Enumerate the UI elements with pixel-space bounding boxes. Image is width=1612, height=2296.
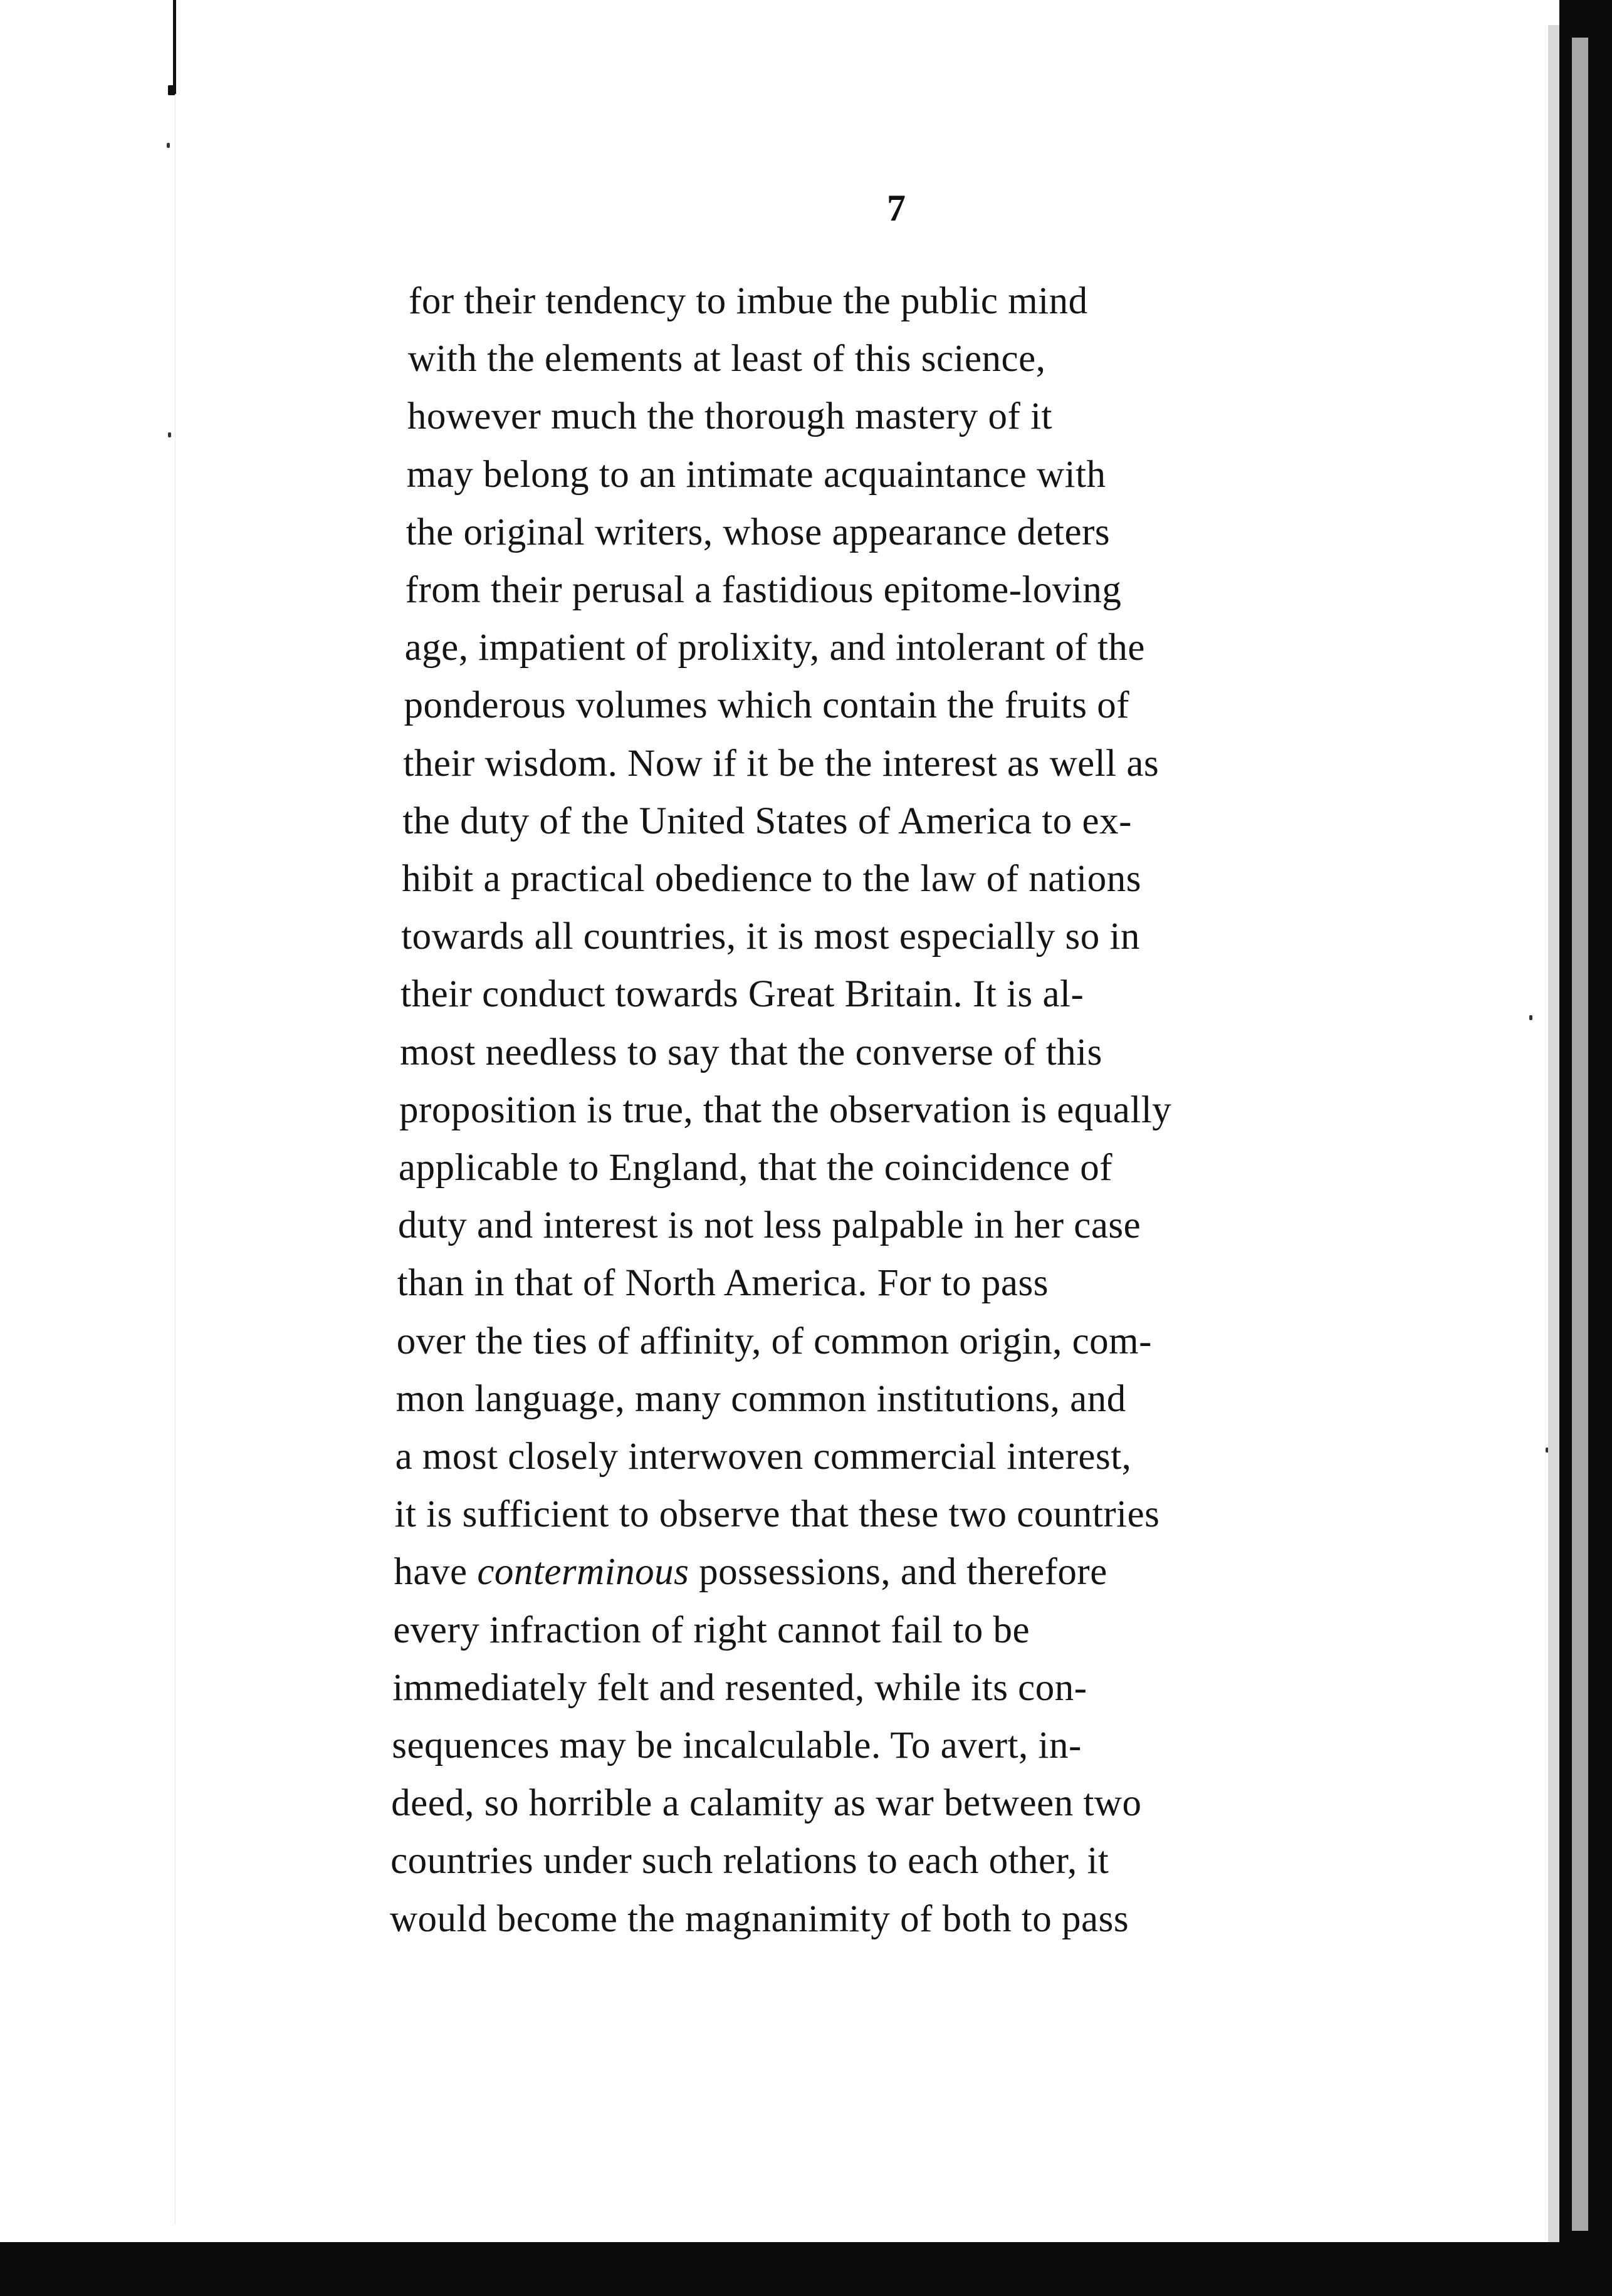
italic-word: conterminous xyxy=(477,1551,689,1594)
text-line: countries under such relations to each other, it xyxy=(390,1840,1109,1882)
scan-speck xyxy=(168,432,171,437)
text-line: applicable to England, that the coincidence of xyxy=(398,1147,1113,1189)
text-line: mon language, many common institutions, and xyxy=(395,1377,1126,1420)
text-line: however much the thorough mastery of it xyxy=(407,395,1052,438)
text-line: may belong to an intimate acquaintance with xyxy=(406,453,1106,496)
text-fragment: possessions, and therefore xyxy=(699,1551,1107,1594)
scan-speck xyxy=(1529,1015,1532,1020)
text-line: most needless to say that the converse of this xyxy=(400,1031,1102,1073)
text-line: proposition is true, that the observation is equally xyxy=(399,1088,1172,1131)
page-number: 7 xyxy=(887,187,906,229)
text-line: would become the magnanimity of both to pass xyxy=(390,1897,1129,1940)
text-line: immediately felt and resented, while its con- xyxy=(392,1666,1087,1709)
scan-border-stripe xyxy=(1572,38,1588,2231)
text-line: duty and interest is not less palpable in her case xyxy=(397,1204,1141,1247)
text-line: towards all countries, it is most especially so in xyxy=(401,916,1140,958)
text-line: with the elements at least of this science, xyxy=(407,338,1046,380)
page-edge-shadow xyxy=(1548,25,1561,2242)
text-line: every infraction of right cannot fail to be xyxy=(393,1609,1030,1651)
text-line: sequences may be incalculable. To avert, in- xyxy=(392,1725,1082,1766)
scan-artifact-mark xyxy=(173,0,176,94)
text-line: age, impatient of prolixity, and intolerant of the xyxy=(404,627,1145,669)
text-line: the original writers, whose appearance deters xyxy=(406,511,1111,553)
text-line: the duty of the United States of America to ex- xyxy=(402,800,1132,842)
text-line: hibit a practical obedience to the law of nations xyxy=(402,858,1141,900)
scan-speck xyxy=(167,143,170,148)
text-line: for their tendency to imbue the public mind xyxy=(409,280,1088,322)
text-line: ponderous volumes which contain the fruits of xyxy=(404,684,1130,727)
text-line: a most closely interwoven commercial interest, xyxy=(395,1436,1132,1478)
text-line: deed, so horrible a calamity as war between two xyxy=(391,1782,1142,1825)
text-line: than in that of North America. For to pass xyxy=(397,1262,1049,1305)
text-line: their conduct towards Great Britain. It is al- xyxy=(400,973,1084,1016)
text-line: over the ties of affinity, of common origin, com- xyxy=(396,1320,1152,1362)
text-line xyxy=(394,1550,1330,1595)
text-fragment: have xyxy=(394,1551,468,1594)
text-line: from their perusal a fastidious epitome-loving xyxy=(405,569,1122,611)
scan-border-bottom xyxy=(0,2242,1612,2296)
text-line: their wisdom. Now if it be the interest as well as xyxy=(403,742,1159,785)
text-line: it is sufficient to observe that these two countries xyxy=(394,1493,1160,1536)
